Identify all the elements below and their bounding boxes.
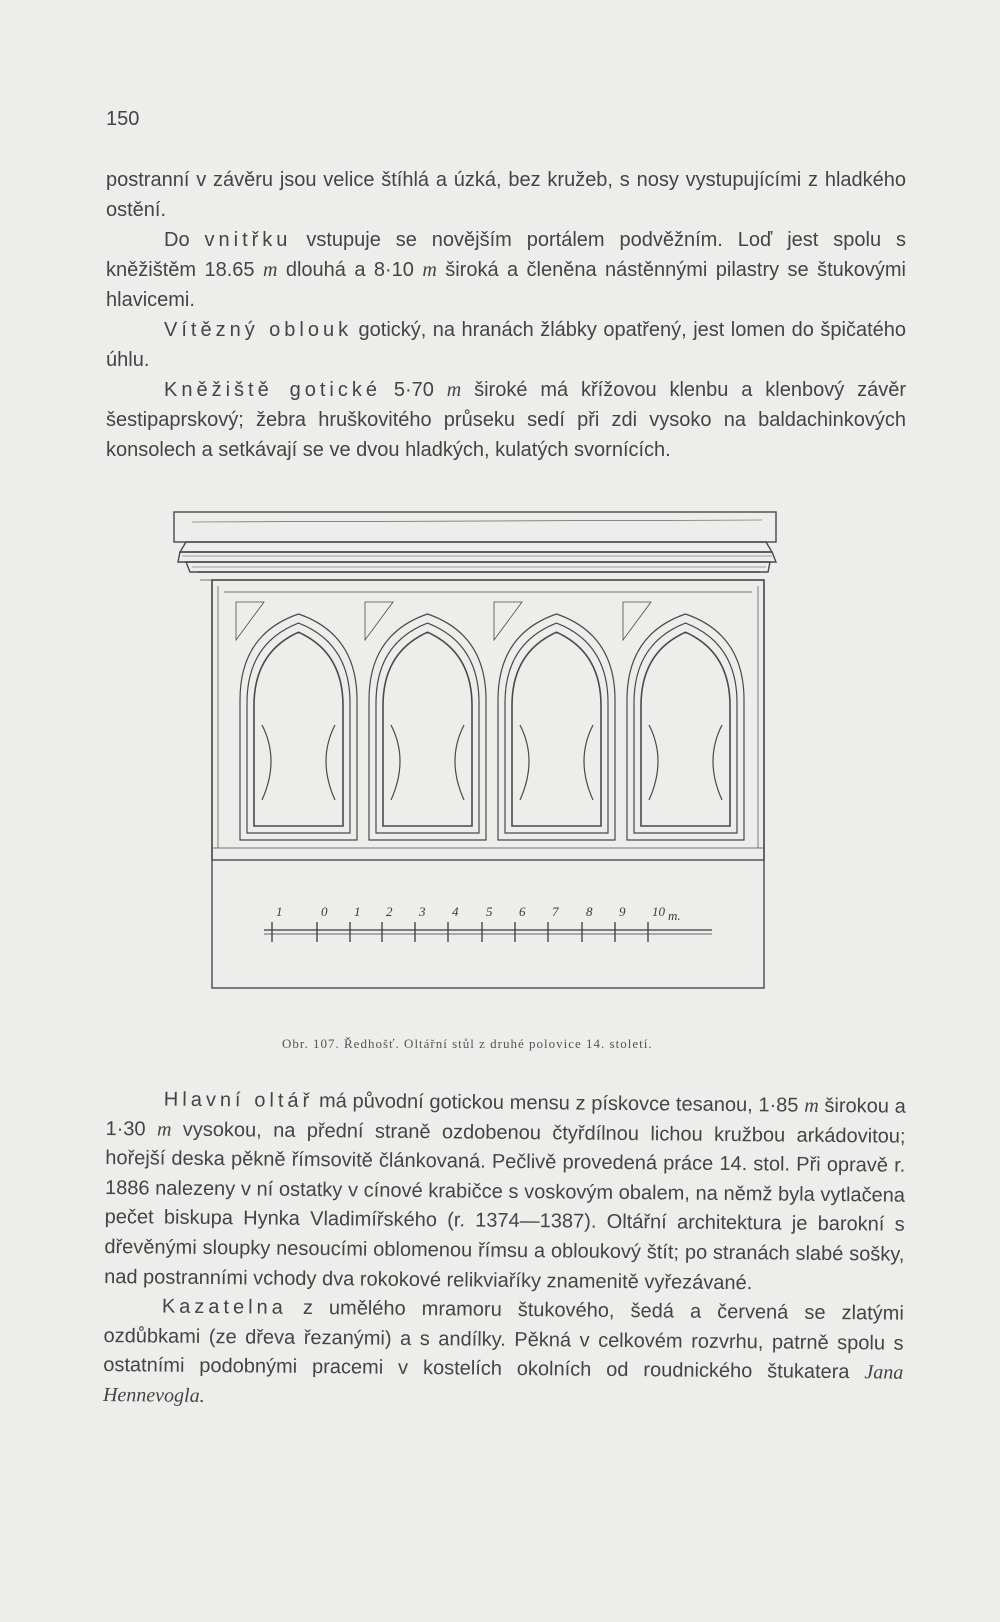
arch-cusp <box>649 725 722 800</box>
scale-label: 10 <box>652 904 665 919</box>
text-block-bottom <box>103 1085 906 1418</box>
spandrel-triangle <box>365 602 393 640</box>
spaced-heading-term: vnitřku <box>204 229 292 251</box>
scale-label: 6 <box>519 904 526 919</box>
scale-label: 3 <box>419 904 426 919</box>
text-run: širokou a 1·30 <box>105 1094 906 1141</box>
text-run: dlouhá a 8·10 <box>277 259 423 281</box>
altar-top-slab <box>174 512 776 542</box>
paragraph <box>106 315 906 375</box>
paragraph <box>106 225 906 315</box>
scale-label: 9 <box>619 904 626 919</box>
scale-label: 1 <box>276 904 283 919</box>
spaced-heading-term: Hlavní oltář <box>163 1088 314 1112</box>
scale-label: 8 <box>586 904 593 919</box>
scale-labels <box>276 904 681 923</box>
italic-run: m <box>156 1118 172 1141</box>
text-run: má původní gotickou mensu z pískovce tesanou, 1·85 <box>313 1089 805 1117</box>
spaced-heading-term: Kazatelna <box>161 1295 287 1319</box>
text-run: gotický, na hranách žlábky opatřený, jest lomen do špičatého úhlu. <box>106 319 906 371</box>
spandrel-triangle <box>236 602 264 640</box>
paragraph <box>104 1085 906 1300</box>
paragraph <box>103 1292 904 1418</box>
italic-run: m <box>804 1094 819 1117</box>
scale-label: 2 <box>386 904 393 919</box>
altar-cornice-moulding <box>180 542 772 552</box>
arch-outline <box>369 614 486 840</box>
scale-unit-label: m. <box>668 908 681 923</box>
italic-run: m <box>446 379 462 401</box>
arch-cusp <box>520 725 593 800</box>
figure-caption: Obr. 107. Ředhošť. Oltářní stůl z druhé polovice 14. století. <box>282 1036 653 1051</box>
arch-outline <box>383 632 472 826</box>
spaced-heading-term: Kněžiště gotické <box>164 379 381 401</box>
text-run: široké má křížovou klenbu a klenbový závěr šestipaprskový; žebra hruškovitého průseku sedí při zdi vysoko na baldachinkových konsolech a setkávají se ve dvou hladkých, kulatých svornících. <box>106 379 906 461</box>
text-run: široká a členěna nástěnnými pilastry se štukovými hlavicemi. <box>106 259 906 311</box>
arch-outline <box>376 623 479 833</box>
arch-cusp <box>391 725 464 800</box>
scale-label: 1 <box>354 904 361 919</box>
arch-outline <box>254 632 343 826</box>
spaced-heading-term: Vítězný oblouk <box>164 319 353 341</box>
italic-run: Jana Hennevogla. <box>102 1361 904 1407</box>
spandrel-triangle <box>623 602 651 640</box>
arch-outline <box>498 614 615 840</box>
text-block-top <box>106 165 906 465</box>
italic-run: m <box>422 259 437 281</box>
paragraph <box>106 375 906 465</box>
arch-cusp <box>262 725 335 800</box>
arch-outline <box>634 623 737 833</box>
arch-outline <box>247 623 350 833</box>
altar-table-drawing <box>172 510 812 1015</box>
scale-label: 5 <box>486 904 493 919</box>
page-number: 150 <box>106 108 140 130</box>
arch-outline <box>512 632 601 826</box>
text-run: vstupuje se novějším portálem podvěžním. Loď jest spolu s kněžištěm 18.65 <box>106 229 907 281</box>
altar-table-figure <box>172 510 812 1015</box>
scale-label: 7 <box>552 904 559 919</box>
text-run: z umělého mramoru štukového, šedá a červená se zlatými ozdůbkami (ze dřeva řezanými) a s andílky. Pěkná v celkovém rozvrhu, patrně spolu s ostatními podobnými pracemi v kostelích okolních od roudnického štukatera <box>103 1296 904 1384</box>
arch-outline <box>641 632 730 826</box>
arch-outline <box>240 614 357 840</box>
arch-outline <box>627 614 744 840</box>
text-run: Do <box>164 229 205 251</box>
scale-bar <box>264 922 712 942</box>
text-run: postranní v závěru jsou velice štíhlá a úzká, bez kružeb, s nosy vystupujícími z hladkého ostění. <box>106 169 906 221</box>
scale-label: 4 <box>452 904 459 919</box>
text-run: vysokou, na přední straně ozdobenou čtyřdílnou lichou kružbou arkádovitou; hořejší deska pěkně římsovitě článkovaná. Pečlivě provedená práce 14. stol. Při opravě r. 1886 nalezeny v ní ostatky v cínové krabičce s voskovým obalem, na němž byla vytlačena pečet biskupa Hynka Vladimířského (r. 1374—1387). Oltářní architektura je barokní s dřevěnými sloupky nesoucími oblomenou římsu a obloukový štít; po stranách slabé sošky, nad postranními vchody dva rokokové relikviaříky znamenitě vyřezávané. <box>104 1118 906 1294</box>
altar-front-body <box>212 580 764 988</box>
text-run: 5·70 <box>380 379 447 401</box>
arch-outline <box>505 623 608 833</box>
italic-run: m <box>262 259 278 281</box>
spandrel-triangle <box>494 602 522 640</box>
gothic-arcade-arches <box>236 602 744 840</box>
scale-label: 0 <box>321 904 328 919</box>
paragraph <box>106 165 906 225</box>
arcade-panel <box>212 580 764 860</box>
